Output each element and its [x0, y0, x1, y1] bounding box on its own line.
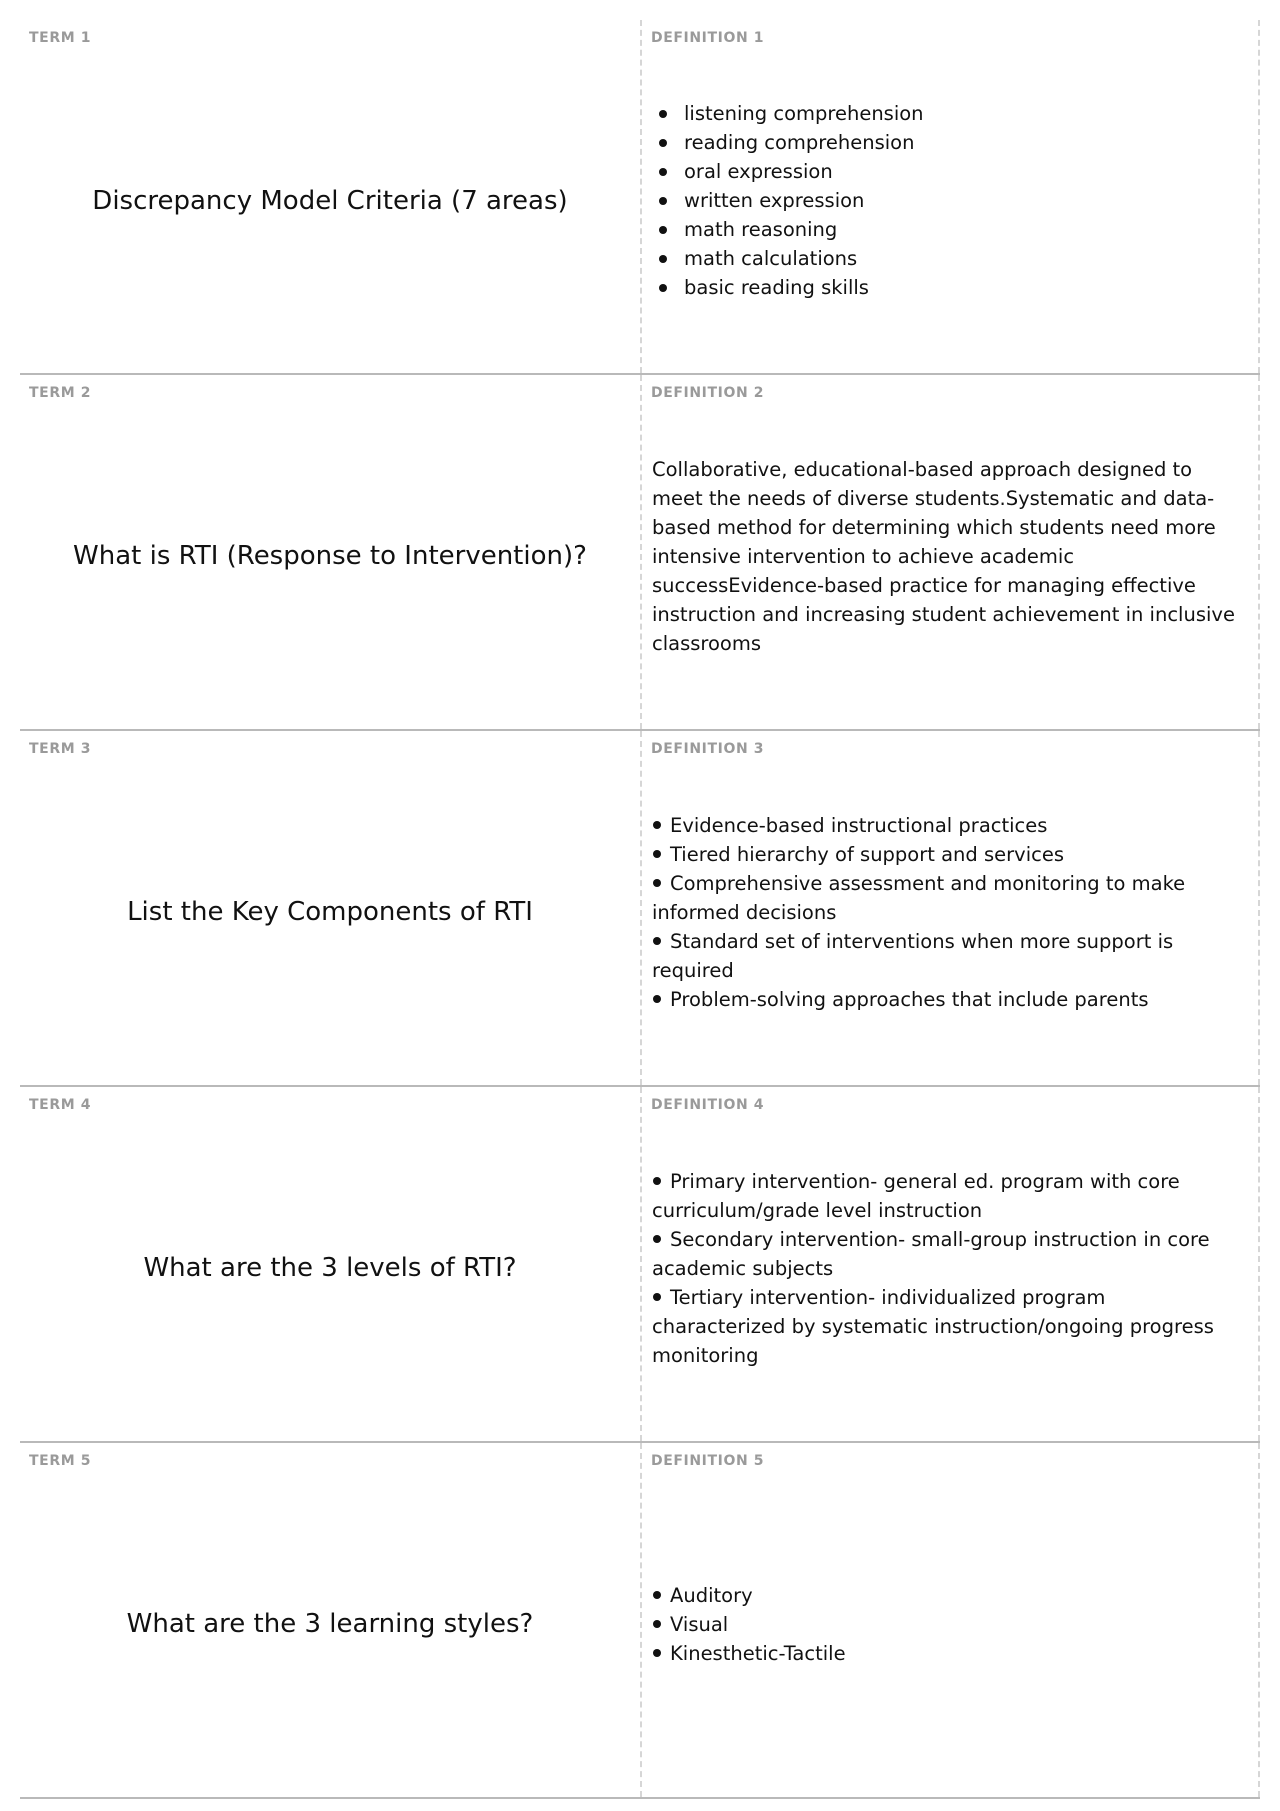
- term-label: TERM 2: [29, 385, 92, 401]
- bullet-icon: [653, 1649, 661, 1657]
- bullet-icon: [653, 1235, 661, 1243]
- list-item-text: Comprehensive assessment and monitoring to make informed decisions: [652, 871, 1186, 924]
- definition-list: [652, 99, 1244, 302]
- definition-label: DEFINITION 3: [651, 741, 765, 757]
- term-text: What are the 3 levels of RTI?: [143, 1253, 517, 1283]
- definition-list: [652, 811, 1244, 1014]
- bullet-icon: [653, 995, 661, 1003]
- definition-cell: [642, 731, 1260, 1085]
- list-item-text: Secondary intervention- small-group instruction in core academic subjects: [652, 1227, 1210, 1280]
- definition-list: [652, 1581, 1244, 1668]
- list-item: [652, 927, 1244, 985]
- definition-list: [652, 1167, 1244, 1370]
- list-item-text: Standard set of interventions when more support is required: [652, 929, 1174, 982]
- bullet-icon: [653, 850, 661, 858]
- list-item: [652, 985, 1244, 1014]
- card-row-2: [20, 375, 1260, 731]
- card-row-5: [20, 1443, 1260, 1799]
- list-item: [652, 840, 1244, 869]
- list-item-text: Problem-solving approaches that include parents: [670, 987, 1149, 1011]
- definition-text: [652, 1581, 1244, 1668]
- list-item: basic reading skills: [652, 273, 1244, 302]
- definition-label: DEFINITION 2: [651, 385, 765, 401]
- bullet-icon: [653, 1620, 661, 1628]
- list-item: [652, 1167, 1244, 1225]
- term-cell: [20, 1087, 642, 1441]
- definition-label: DEFINITION 4: [651, 1097, 765, 1113]
- list-item: written expression: [652, 186, 1244, 215]
- list-item-text: Primary intervention- general ed. program with core curriculum/grade level instruction: [652, 1169, 1180, 1222]
- list-item: [652, 1283, 1244, 1370]
- term-label: TERM 5: [29, 1453, 92, 1469]
- list-item: [652, 1639, 1244, 1668]
- definition-text: [652, 99, 1244, 302]
- bullet-icon: [653, 821, 661, 829]
- definition-label: DEFINITION 1: [651, 30, 765, 46]
- card-row-4: [20, 1087, 1260, 1443]
- list-item: oral expression: [652, 157, 1244, 186]
- definition-cell: [642, 375, 1260, 729]
- term-cell: [20, 1443, 642, 1797]
- card-row-3: [20, 731, 1260, 1087]
- term-text: List the Key Components of RTI: [127, 897, 533, 927]
- bullet-icon: [653, 1177, 661, 1185]
- term-label: TERM 3: [29, 741, 92, 757]
- definition-label: DEFINITION 5: [651, 1453, 765, 1469]
- list-item: listening comprehension: [652, 99, 1244, 128]
- list-item: math calculations: [652, 244, 1244, 273]
- card-row-1: [20, 20, 1260, 375]
- definition-text: Collaborative, educational-based approach designed to meet the needs of diverse students.Systematic and data-based method for determining which students need more intensive intervention to achieve academic successEvidence-based practice for managing effective instruction and increasing student achievement in inclusive classrooms: [652, 457, 1235, 655]
- bullet-icon: [653, 1293, 661, 1301]
- term-text: Discrepancy Model Criteria (7 areas): [92, 185, 568, 216]
- list-item: [652, 1581, 1244, 1610]
- term-label: TERM 1: [29, 30, 92, 46]
- list-item-text: Visual: [670, 1612, 729, 1636]
- definition-cell: [642, 20, 1260, 373]
- term-cell: [20, 731, 642, 1085]
- definition-cell: [642, 1443, 1260, 1797]
- list-item-text: Evidence-based instructional practices: [670, 813, 1048, 837]
- term-cell: [20, 20, 642, 373]
- term-label: TERM 4: [29, 1097, 92, 1113]
- bullet-icon: [653, 937, 661, 945]
- list-item-text: Kinesthetic-Tactile: [670, 1641, 846, 1665]
- list-item: [652, 1610, 1244, 1639]
- term-text: What are the 3 learning styles?: [126, 1609, 534, 1639]
- list-item-text: Auditory: [670, 1583, 753, 1607]
- term-text: What is RTI (Response to Intervention)?: [73, 541, 587, 571]
- definition-text: [652, 811, 1244, 1014]
- list-item-text: Tertiary intervention- individualized program characterized by systematic instruction/ongoing progress monitoring: [652, 1285, 1214, 1367]
- definition-cell: [642, 1087, 1260, 1441]
- bullet-icon: [653, 879, 661, 887]
- list-item: [652, 869, 1244, 927]
- list-item: math reasoning: [652, 215, 1244, 244]
- list-item: reading comprehension: [652, 128, 1244, 157]
- definition-text: [652, 1167, 1244, 1370]
- flashcard-sheet: [20, 20, 1260, 1799]
- list-item: [652, 1225, 1244, 1283]
- bullet-icon: [653, 1591, 661, 1599]
- list-item-text: Tiered hierarchy of support and services: [670, 842, 1064, 866]
- term-cell: [20, 375, 642, 729]
- list-item: [652, 811, 1244, 840]
